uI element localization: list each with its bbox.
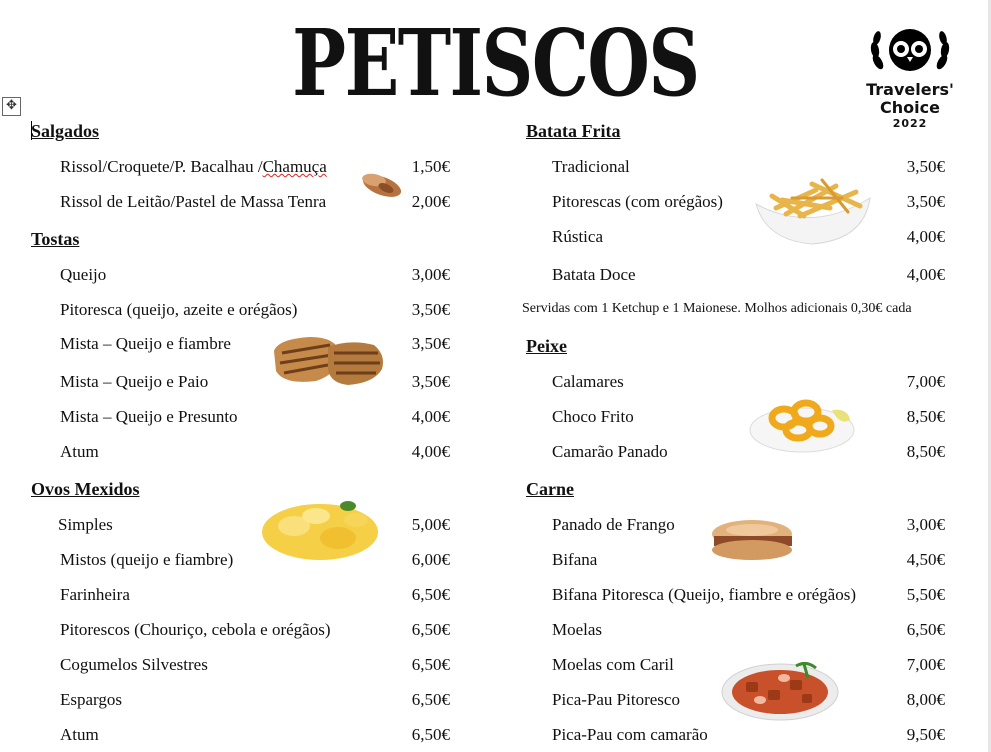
menu-item-name: Panado de Frango (552, 515, 675, 534)
menu-item-name: Choco Frito (552, 407, 634, 426)
menu-item-price: 6,50€ (411, 585, 450, 604)
menu-item-name: Atum (60, 442, 99, 461)
menu-item-price: 3,50€ (411, 300, 450, 319)
section-title-ovos-mexidos: Ovos Mexidos (31, 479, 140, 499)
menu-item-name: Mistos (queijo e fiambre) (60, 550, 234, 569)
menu-item-price: 4,50€ (906, 550, 945, 569)
menu-item-name: Simples (58, 515, 113, 534)
menu-item-price: 4,00€ (411, 442, 450, 461)
menu-item-price: 3,50€ (906, 192, 945, 211)
menu-item-price: 3,50€ (411, 372, 450, 391)
french-fries-image (752, 168, 874, 248)
menu-item-name: Pitoresca (queijo, azeite e orégãos) (60, 300, 298, 319)
menu-item-name: Farinheira (60, 585, 130, 604)
section-title-tostas: Tostas (31, 229, 80, 249)
menu-item-price: 3,00€ (906, 515, 945, 534)
owl-icon (858, 26, 962, 76)
menu-item-price: 4,00€ (411, 407, 450, 426)
menu-item-name: Pica-Pau Pitoresco (552, 690, 680, 709)
menu-item-name: Cogumelos Silvestres (60, 655, 208, 674)
menu-item-price: 6,50€ (411, 725, 450, 744)
menu-item-name: Tradicional (552, 157, 630, 176)
section-title-batata-frita: Batata Frita (526, 121, 621, 141)
scrambled-eggs-image (260, 496, 382, 562)
menu-item-name: Mista – Queijo e Paio (60, 372, 209, 391)
menu-item-name: Espargos (60, 690, 123, 709)
logo-year: 2022 (892, 117, 928, 130)
section-title-salgados: Salgados (31, 121, 100, 141)
logo-line-2: Choice (880, 98, 940, 117)
menu-item-name (60, 156, 327, 178)
sauces-note: Servidas com 1 Ketchup e 1 Maionese. Molhos adicionais 0,30€ cada (522, 301, 912, 316)
menu-item-name: Rústica (552, 227, 603, 246)
menu-item-price: 5,50€ (906, 585, 945, 604)
menu-item-price: 6,50€ (411, 690, 450, 709)
menu-item-name: Calamares (552, 372, 624, 391)
menu-item-price: 8,50€ (906, 407, 945, 426)
menu-item-price: 6,00€ (411, 550, 450, 569)
section-title-peixe: Peixe (526, 336, 567, 356)
menu-item-price: 7,00€ (906, 655, 945, 674)
menu-item-price: 6,50€ (411, 620, 450, 639)
menu-item-price: 6,50€ (411, 655, 450, 674)
menu-item-price: 7,00€ (906, 372, 945, 391)
menu-item-name: Pica-Pau com camarão (552, 725, 708, 744)
menu-item-price: 1,50€ (411, 157, 450, 176)
menu-item-name: Camarão Panado (552, 442, 668, 461)
menu-item-price: 5,00€ (411, 515, 450, 534)
menu-item-name: Pitorescos (Chouriço, cebola e orégãos) (60, 620, 331, 639)
menu-item-price: 3,50€ (411, 334, 450, 353)
move-arrows-icon[interactable]: ✥ (2, 97, 21, 116)
menu-item-name: Queijo (60, 265, 107, 284)
menu-item-price: 8,50€ (906, 442, 945, 461)
menu-item-name: Pitorescas (com orégãos) (552, 192, 723, 211)
page-title: PETISCOS (292, 9, 699, 117)
spellcheck-flagged-word: Chamuça (262, 157, 327, 176)
menu-item-price: 4,00€ (906, 227, 945, 246)
section-title-carne: Carne (526, 479, 574, 499)
menu-item-name: Atum (60, 725, 99, 744)
croquette-image (356, 166, 404, 200)
menu-item-name: Batata Doce (552, 265, 636, 284)
menu-item-name: Bifana (552, 550, 598, 569)
menu-item-name: Bifana Pitoresca (Queijo, fiambre e orégãos) (552, 585, 856, 604)
logo-line-1: Travelers' (866, 80, 954, 99)
menu-item-price: 9,50€ (906, 725, 945, 744)
chicken-sandwich-image (708, 514, 796, 564)
menu-item-name: Moelas (552, 620, 603, 639)
menu-item-price: 2,00€ (411, 192, 450, 211)
pica-pau-image (720, 656, 840, 722)
menu-item-name: Moelas com Caril (552, 655, 674, 674)
toast-sandwich-image (270, 333, 388, 389)
calamari-image (748, 390, 856, 454)
menu-item-name: Mista – Queijo e fiambre (60, 334, 231, 353)
menu-item-price: 3,50€ (906, 157, 945, 176)
menu-item-name: Mista – Queijo e Presunto (60, 407, 238, 426)
menu-item-name: Rissol de Leitão/Pastel de Massa Tenra (60, 192, 327, 211)
menu-item-name-text: Rissol/Croquete/P. Bacalhau / (60, 157, 263, 176)
menu-item-price: 8,00€ (906, 690, 945, 709)
travelers-choice-logo (858, 26, 962, 131)
menu-item-price: 4,00€ (906, 265, 945, 284)
menu-item-price: 6,50€ (906, 620, 945, 639)
menu-item-price: 3,00€ (411, 265, 450, 284)
